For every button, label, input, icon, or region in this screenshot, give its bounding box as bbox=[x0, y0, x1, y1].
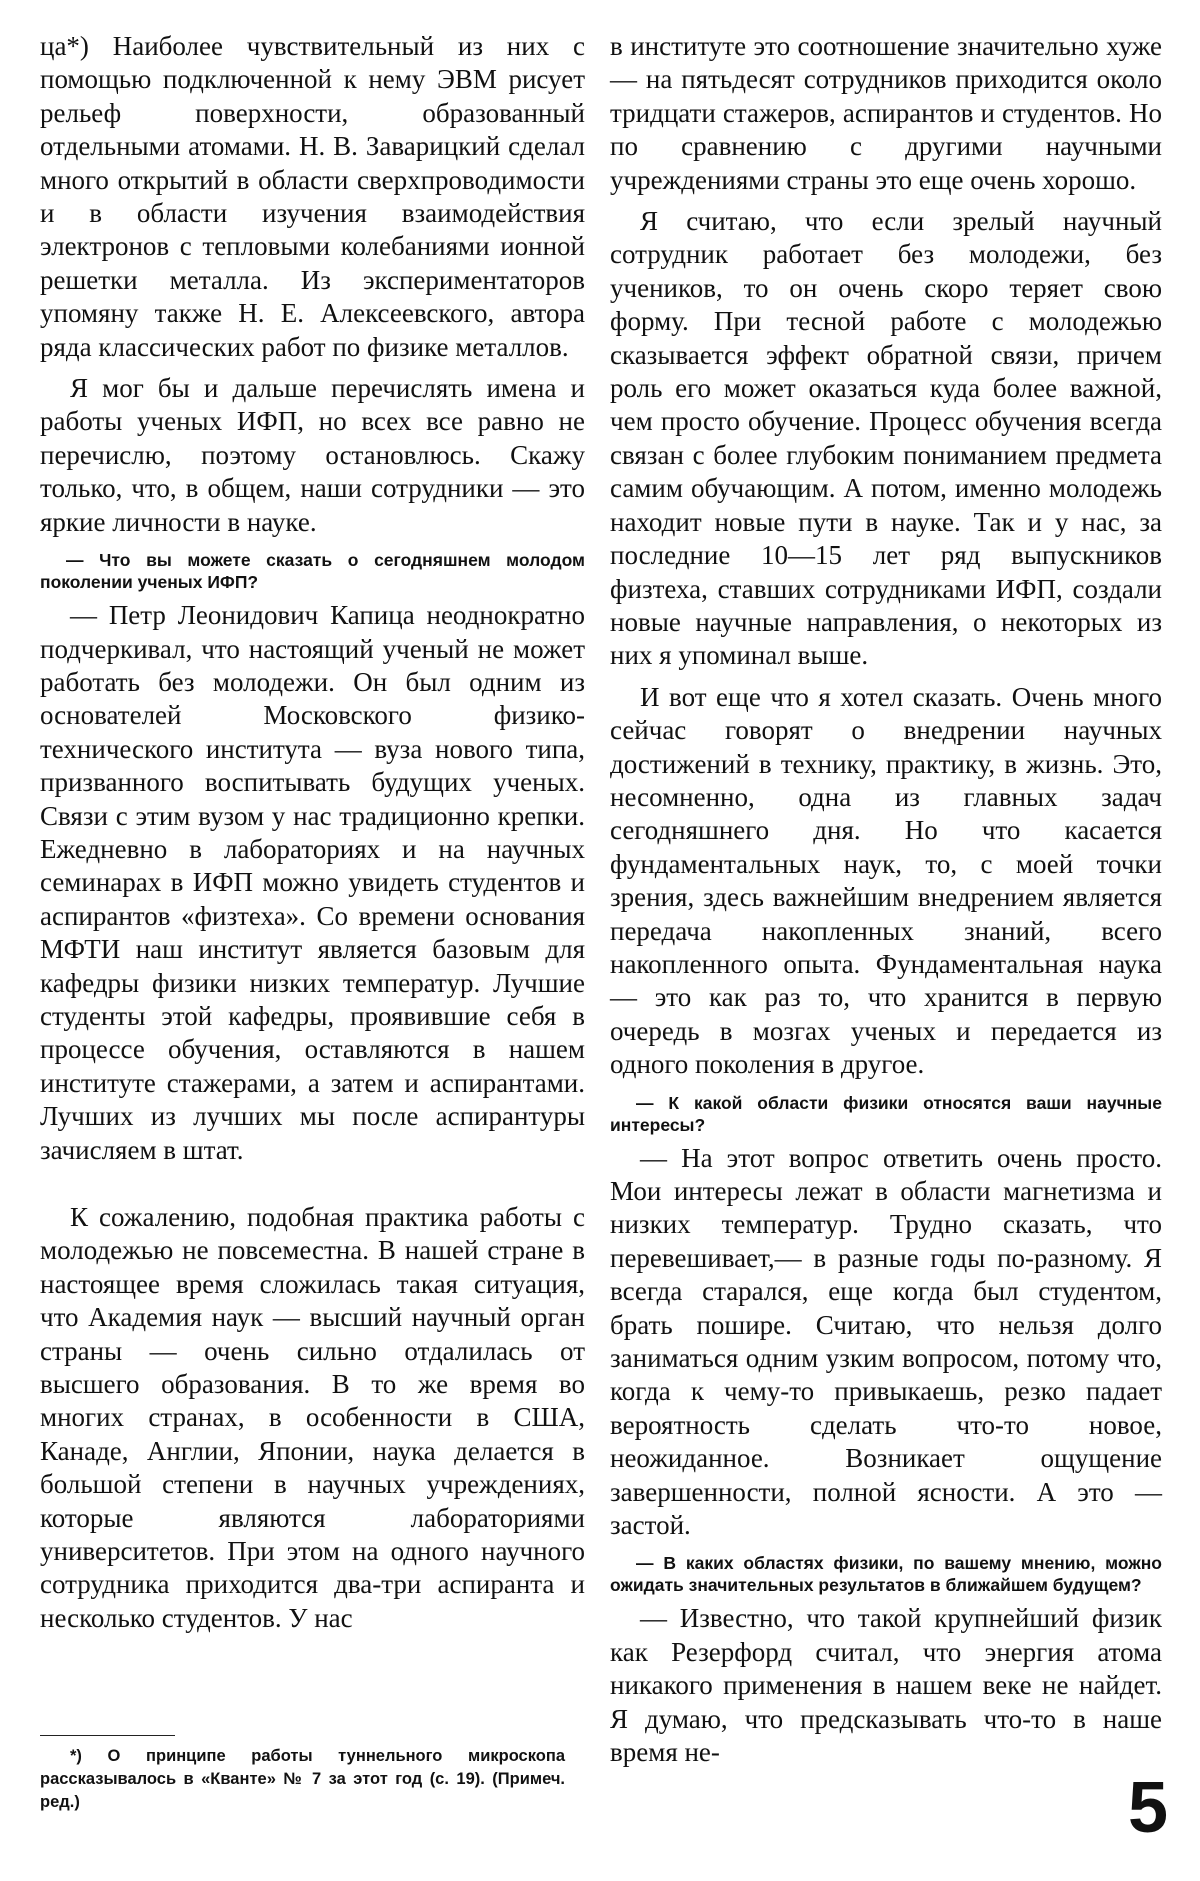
right-paragraph-5: — Известно, что такой крупнейший физик как Резерфорд считал, что энергия атома никакого применения в нашем веке не найдет. Я думаю, что предсказывать что-то в наше время не- bbox=[610, 1603, 1162, 1768]
left-paragraph-3: — Петр Леонидович Капица неоднократно подчеркивал, что настоящий ученый не может работать без молодежи. Он был одним из основателей Московского физико-технического института — вуза нового типа, призванного воспитывать будущих ученых. Связи с этим вузом у нас традиционно крепки. Ежедневно в лабораториях и на научных семинарах в ИФП можно увидеть студентов и аспирантов «физтеха». Со времени основания МФТИ наш институт является базовым для кафедры физики низких температур. Лучшие студенты этой кафедры, проявившие себя в процессе обучения, оставляются в нашем институте стажерами, а затем и аспирантами. Лучших из лучших мы после аспирантуры зачисляем в штат. bbox=[40, 600, 585, 1165]
left-paragraph-1: ца*) Наиболее чувствительный из них с помощью подключенной к нему ЭВМ рисует рельеф поверхности, образованный отдельными атомами. Н. В. Заварицкий сделал много открытий в области сверхпроводимости и в области изучения взаимодействия электронов с тепловыми колебаниями ионной решетки металла. Из экспериментаторов упомяну также Н. Е. Алексеевского, автора ряда классических работ по физике металлов. bbox=[40, 31, 585, 362]
left-paragraph-2: Я мог бы и дальше перечислять имена и работы ученых ИФП, но всех все равно не перечислю, поэтому остановлюсь. Скажу только, что, в общем, наши сотрудники — это яркие личности в науке. bbox=[40, 373, 585, 537]
left-paragraph-4: К сожалению, подобная практика работы с молодежью не повсеместна. В нашей стране в настоящее время сложилась такая ситуация, что Академия наук — высший научный орган страны — очень сильно отдалилась от высшего образования. В то же время во многих странах, в особенности в США, Канаде, Англии, Японии, наука делается в большой степени в научных учреждениях, которые являются лабораториями университетов. При этом на одного научного сотрудника приходится два-три аспиранта и несколько студентов. У нас bbox=[40, 1202, 585, 1633]
right-paragraph-2: Я считаю, что если зрелый научный сотрудник работает без молодежи, без учеников, то он очень скоро теряет свою форму. При тесной работе с молодежью сказывается эффект обратной связи, причем роль его может оказаться куда более важной, чем просто обучение. Процесс обучения всегда связан с более глубоким пониманием предмета самим обучающим. А потом, именно молодежь находит новые пути в науке. Так и у нас, за последние 10—15 лет ряд выпускников физтеха, ставших сотрудниками ИФП, создали новые научные направления, о некоторых из них я упоминал выше. bbox=[610, 206, 1162, 671]
footnote-divider bbox=[40, 1735, 175, 1736]
left-column bbox=[40, 30, 585, 1635]
page-number: 5 bbox=[1127, 1768, 1168, 1848]
interview-question-3: — В каких областях физики, по вашему мнению, можно ожидать значительных результатов в ближайшем будущем? bbox=[610, 1553, 1162, 1596]
right-column bbox=[610, 30, 1162, 1770]
right-paragraph-1: в институте это соотношение значительно хуже — на пятьдесят сотрудников приходится около тридцати стажеров, аспирантов и студентов. Но по сравнению с другими научными учреждениями страны это еще очень хорошо. bbox=[610, 31, 1162, 195]
interview-question-1: — Что вы можете сказать о сегодняшнем молодом поколении ученых ИФП? bbox=[40, 550, 585, 593]
right-paragraph-4: — На этот вопрос ответить очень просто. Мои интересы лежат в области магнетизма и низких температур. Трудно сказать, что перевешивает,— в разные годы по-разному. Я всегда старался, еще когда был студентом, брать пошире. Считаю, что нельзя долго заниматься одним узким вопросом, потому что, когда к чему-то привыкаешь, резко падает вероятность сделать что-то новое, неожиданное. Возникает ощущение завершенности, полной ясности. А это — застой. bbox=[610, 1142, 1162, 1541]
interview-question-2: — К какой области физики относятся ваши научные интересы? bbox=[610, 1092, 1162, 1135]
right-paragraph-3: И вот еще что я хотел сказать. Очень много сейчас говорят о внедрении научных достижений в технику, практику, в жизнь. Это, несомненно, одна из главных задач сегодняшнего дня. Но что касается фундаментальных наук, то, с моей точки зрения, здесь важнейшим внедрением является передача накопленных знаний, всего накопленного опыта. Фундаментальная наука — это как раз то, что хранится в первую очередь в мозгах ученых и передается из одного поколения в другое. bbox=[610, 681, 1162, 1080]
footnote: *) О принципе работы туннельного микроскопа рассказывалось в «Кванте» № 7 за этот год (с. 19). (Примеч. ред.) bbox=[40, 1747, 565, 1811]
